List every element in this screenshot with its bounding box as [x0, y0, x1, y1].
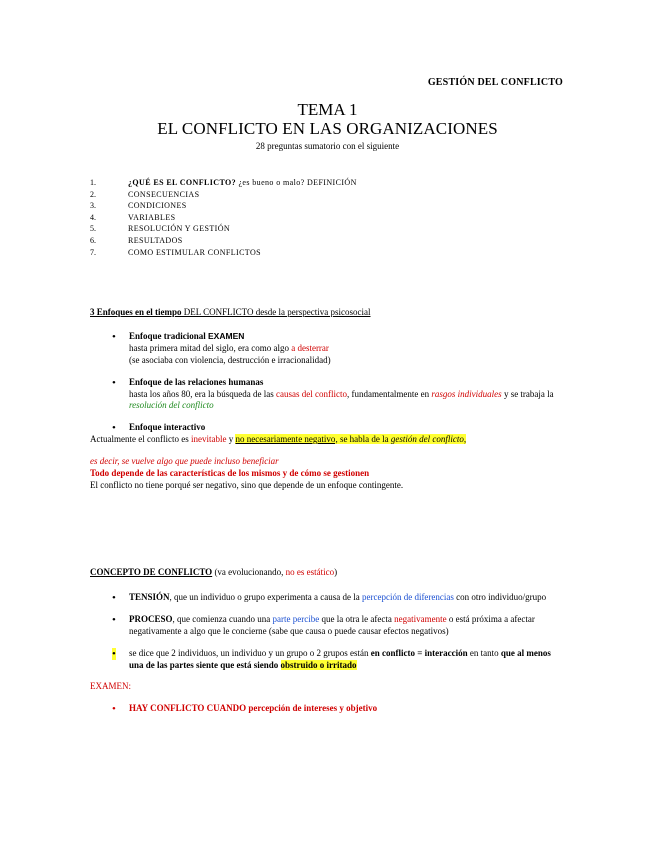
toc-item: 3. CONDICIONES [90, 201, 187, 211]
table-of-contents [90, 177, 570, 258]
toc-item: 5. RESOLUCIÓN Y GESTIÓN [90, 224, 231, 234]
list-item: • se dice que 2 individuos, un individuo y un grupo o 2 grupos están en conflicto = interacción en tanto que al menos una de las partes siente que está siendo obstruido o irritado [112, 647, 551, 670]
section-concepto-body: • TENSIÓN, que un individuo o grupo experimenta a causa de la percepción de diferencias con otro individuo/grupo • PROCESO, que comienza cuando una parte percibe que la otra le afecta negativamente o está próxima a afectar negativamente a algo que le concierne (sabe que causa o puede causar efectos negativos) • se dice que 2 individuos, un individuo y un grupo o 2 grupos están en conflicto = interacción en tanto que al menos una de las partes siente que está siendo obstruido o irritado EXAMEN: • HAY CONFLICTO CUANDO percepción de intereses y objetivo [90, 592, 560, 725]
section-heading-concepto: CONCEPTO DE CONFLICTO (va evolucionando, no es estático) [90, 567, 338, 577]
list-item: • Enfoque interactivo [112, 422, 206, 435]
toc-item: 4. VARIABLES [90, 212, 176, 222]
page-title: TEMA 1 [297, 100, 358, 119]
list-item: • HAY CONFLICTO CUANDO percepción de intereses y objetivo [112, 703, 378, 716]
document-header: GESTIÓN DEL CONFLICTO [427, 77, 563, 88]
bullet-icon: • [112, 703, 116, 716]
toc-item: 2. CONSECUENCIAS [90, 189, 200, 199]
list-item: • PROCESO, que comienza cuando una parte percibe que la otra le afecta negativamente o está próxima a afectar negativamente a algo que le concierne (sabe que causa o puede causar efectos negativos) [112, 613, 535, 636]
list-item: • Enfoque tradicional EXAMEN hasta primera mitad del siglo, era como algo a desterrar (se asociaba con violencia, destrucción e irracionalidad) [112, 331, 331, 365]
bullet-icon: • [112, 376, 116, 389]
bullet-icon: • [112, 331, 116, 343]
list-item: • Enfoque de las relaciones humanas hasta los años 80, era la búsqueda de las causas del conflicto, fundamentalmente en rasgos individuales y se trabaja la resolución del conflicto [112, 376, 554, 411]
bullet-icon: • [112, 592, 116, 604]
toc-item: 7. COMO ESTIMULAR CONFLICTOS [90, 247, 261, 257]
toc-item: 1. ¿QUÉ ES EL CONFLICTO? ¿es bueno o malo? DEFINICIÓN [90, 178, 357, 187]
subtitle-note: 28 preguntas sumatorio con el siguiente [255, 141, 400, 151]
toc-item: 6. RESULTADOS [90, 235, 183, 245]
list-item: • TENSIÓN, que un individuo o grupo experimenta a causa de la percepción de diferencias con otro individuo/grupo [112, 592, 547, 604]
section-heading-enfoques: 3 Enfoques en el tiempo DEL CONFLICTO desde la perspectiva psicosocial [90, 307, 371, 317]
bullet-icon: • [112, 647, 116, 660]
bullet-icon: • [112, 613, 116, 626]
bullet-icon: • [112, 422, 116, 435]
section-enfoques-body: • Enfoque tradicional EXAMEN hasta primera mitad del siglo, era como algo a desterrar (se asociaba con violencia, destrucción e irracionalidad) • Enfoque de las relaciones humanas hasta los años 80, era la búsqueda de las causas del conflicto, fundamentalmente en rasgos individuales y se trabaja la resolución del conflicto • Enfoque interactivo Actualmente el conflicto es inevitable y no necesariamente negativo, se habla de la gestión del conflicto, es decir, se vuelve algo que puede incluso beneficiar Todo depende de las características de los mismos y de cómo se gestionen El conflicto no tiene porqué ser negativo, sino que depende de un enfoque contingente. [90, 331, 560, 492]
page-subtitle: EL CONFLICTO EN LAS ORGANIZACIONES [157, 119, 498, 138]
